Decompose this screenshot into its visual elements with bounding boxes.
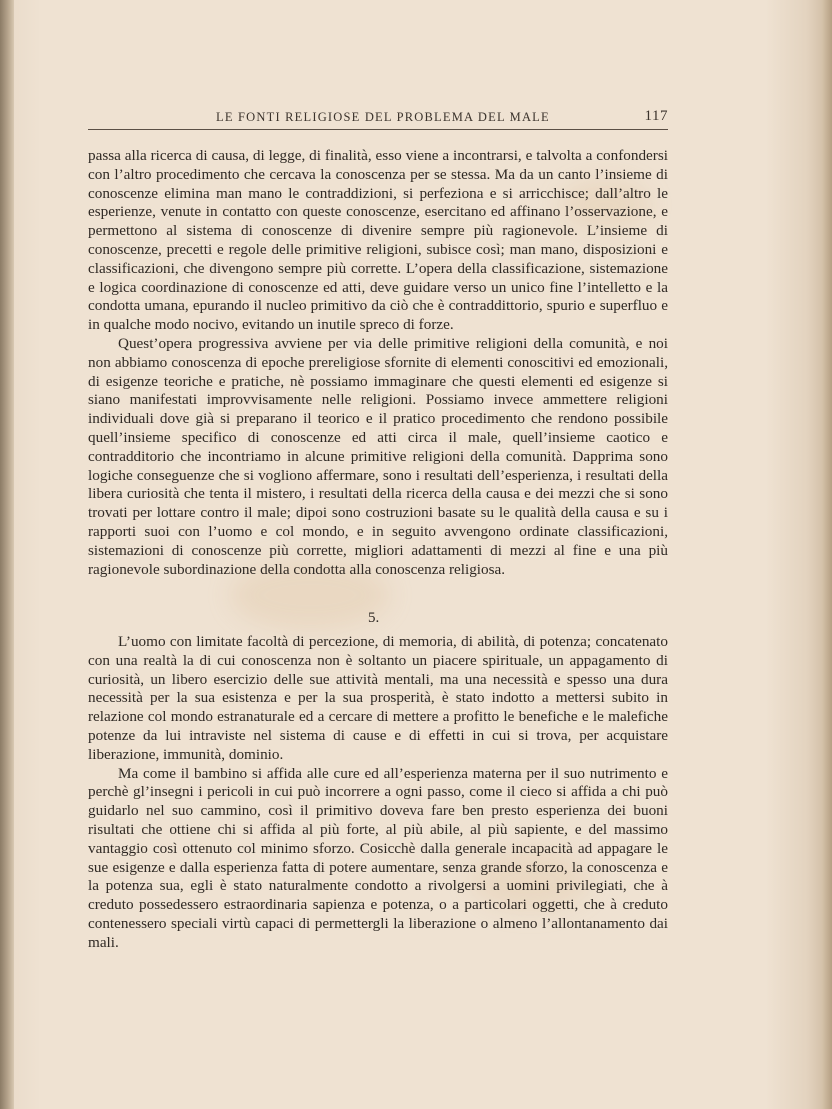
paragraph-continued: passa alla ricerca di causa, di legge, di finalità, esso viene a incontrarsi, e talvolta a confondersi con l’altro procedimento che cercava la conoscenza per se stessa. Ma da un canto l’insieme di conoscenze elimina man mano le contraddizioni, si perfeziona e si arricchisce; dall’altro le esperienze, venute in contatto con queste conoscenze, esercitano ed affinano l’osservazione, e permettono al sistema di conoscenze di divenire sempre più ragionevole. L’insieme di conoscenze, precetti e regole delle primitive religioni, subisce così; man mano, disposizioni e classificazioni, che divengono sempre più corrette. L’opera della classificazione, sistemazione e logica coordinazione di conoscenze ed atti, deve guidare verso un unico fine l’intelletto e la condotta umana, epurando il nucleo primitivo da ciò che è contraddittorio, spurio e superfluo e in qualche modo nocivo, evitando un inutile spreco di forze. bbox=[88, 147, 668, 334]
header-rule bbox=[88, 129, 668, 130]
paragraph: Ma come il bambino si affida alle cure ed all’esperienza materna per il suo nutrimento e perchè gl’insegni i pericoli in cui può incorrere a ogni passo, come il cieco si affida a chi può guidarlo nel suo cammino, così il primitivo doveva fare ben presto esperienza dei buoni risultati che ottiene chi si affida al più forte, al più abile, al più sapiente, e del massimo vantaggio così ottenuto col minimo sforzo. Cosicchè dalla generale incapacità ad appagare le sue esigenze e dalla esperienza fatta di potere aumentare, senza grande sforzo, la conoscenza e la potenza sua, egli è stato naturalmente condotto a rivolgersi a uomini privilegiati, che à creduto possedessero estraordinaria sapienza e potenza, o a particolari oggetti, che à creduto contenessero speciali virtù capaci di permettergli la liberazione o almeno l’allontanamento dai mali. bbox=[88, 764, 668, 951]
section-number: 5. bbox=[368, 610, 380, 626]
text-block-after-section bbox=[88, 633, 668, 953]
running-title: LE FONTI RELIGIOSE DEL PROBLEMA DEL MALE bbox=[216, 110, 550, 124]
text-block-before-section bbox=[88, 147, 668, 579]
paragraph: Quest’opera progressiva avviene per via delle primitive religioni della comunità, e noi non abbiamo conoscenza di epoche prereligiose sfornite di elementi conoscitivi ed emozionali, di esigenze teoriche e pratiche, nè possiamo immaginare che questi elementi ed esigenze si siano manifestati improvvisamente nelle religioni. Possiamo invece ammettere religioni individuali dove già si preparano il teorico e il pratico procedimento che rendono possibile quell’insieme specifico di conoscenze ed atti circa il male, quell’insieme caotico e contradditorio che incontriamo in alcune primitive religioni della comunità. Dapprima sono logiche conseguenze che si vogliono affermare, sono i resultati dell’esperienza, i resultati della libera curiosità che tenta il mistero, i resultati della ricerca della causa e dei mezzi che si sono trovati per lottare contro il male; dipoi sono costruzioni basate su le qualità della causa e su i rapporti suoi con l’uomo e col mondo, e in seguito avvengono ordinate classificazioni, sistemazioni di conoscenze più corrette, migliori adattamenti di mezzi al fine e una più ragionevole subordinazione della condotta alla conoscenza religiosa. bbox=[88, 334, 668, 578]
page-number: 117 bbox=[644, 108, 668, 124]
paragraph: L’uomo con limitate facoltà di percezione, di memoria, di abilità, di potenza; concatenato con una realtà la di cui conoscenza non è soltanto un piacere spirituale, un appagamento di curiosità, un libero esercizio delle sue attività mentali, ma una necessità e spesso una dura necessità per la sua esistenza e per la sua prosperità, è stato indotto a mettersi subito in relazione col mondo estranaturale ed a cercare di mettere a profitto le benefiche e le malefiche potenze da lui intraviste nel sistema di cause e di effetti in cui si trova, per acquistare liberazione, immunità, dominio. bbox=[88, 633, 668, 763]
page-header bbox=[88, 108, 668, 130]
